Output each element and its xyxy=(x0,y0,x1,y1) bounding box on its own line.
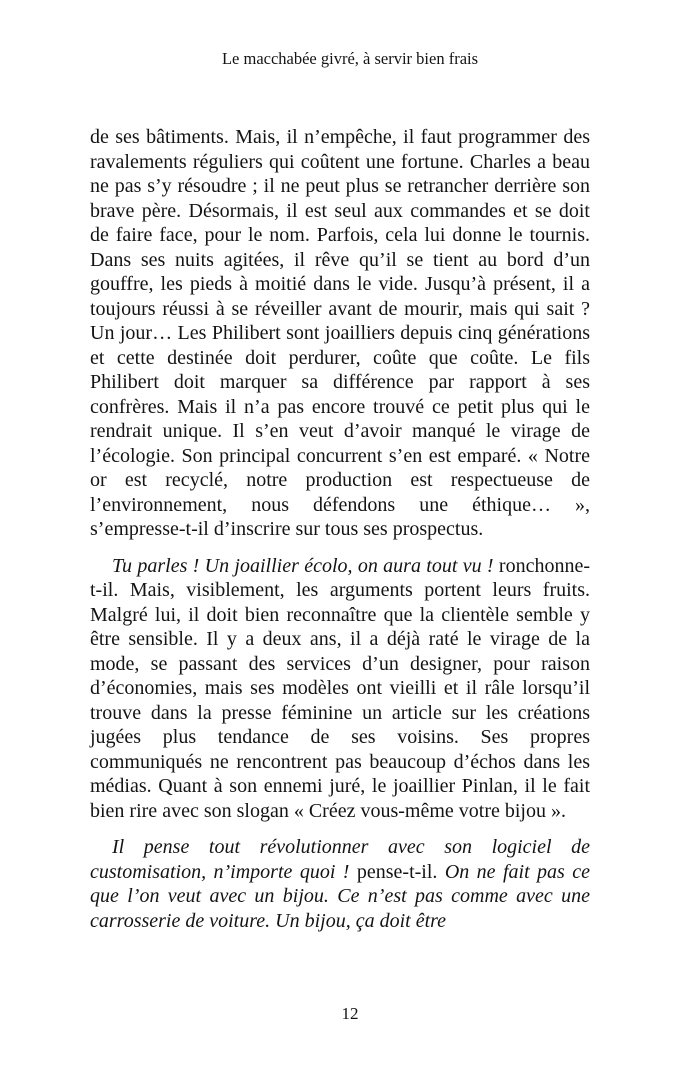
paragraph-2 xyxy=(90,554,590,824)
paragraph-3-italic-lead: Il pense tout révolutionner avec son logiciel de customisation, n’importe quoi ! xyxy=(90,836,590,883)
paragraph-2-text: ronchonne-t-il. Mais, visiblement, les arguments portent leurs fruits. Malgré lui, il doit bien reconnaître que la clientèle semble y être sensible. Il y a deux ans, il a déjà raté le virage de la mode, se passant des services d’un designer, pour raison d’économies, mais ses modèles ont vieilli et il râle lorsqu’il trouve dans la presse féminine un article sur les créations jugées plus tendance de ses voisins. Ses propres communiqués ne rencontrent pas beaucoup d’échos dans les médias. Quant à son ennemi juré, le joaillier Pinlan, il le fait bien rire avec son slogan « Créez vous-même votre bijou ». xyxy=(90,554,590,822)
paragraph-1 xyxy=(90,125,590,542)
body-text xyxy=(90,125,590,933)
paragraph-1-text: de ses bâtiments. Mais, il n’empêche, il faut programmer des ravalements réguliers qui coûtent une fortune. Charles a beau ne pas s’y résoudre ; il ne peut plus se retrancher derrière son brave père. Désormais, il est seul aux commandes et se doit de faire face, pour le nom. Parfois, cela lui donne le tournis. Dans ses nuits agitées, il rêve qu’il se tient au bord d’un gouffre, les pieds à moitié dans le vide. Jusqu’à présent, il a toujours réussi à se réveiller avant de mourir, mais qui sait ? Un jour… Les Philibert sont joailliers depuis cinq générations et cette destinée doit perdurer, coûte que coûte. Le fils Philibert doit marquer sa différence par rapport à ses confrères. Mais il n’a pas encore trouvé ce petit plus qui le rendrait unique. Il s’en veut d’avoir manqué le virage de l’écologie. Son principal concurrent s’en est emparé. « Notre or est recyclé, notre production est respectueuse de l’environnement, nous défendons une éthique… », s’empresse-t-il d’inscrire sur tous ses prospectus. xyxy=(90,126,590,540)
paragraph-3-text: pense-t-il. xyxy=(349,860,445,883)
paragraph-3-italic-tail: On ne fait pas ce que l’on veut avec un bijou. Ce n’est pas comme avec une carrosserie de voiture. Un bijou, ça doit être xyxy=(90,860,590,932)
running-head-title: Le macchabée givré, à servir bien frais xyxy=(221,49,479,68)
page-number: 12 xyxy=(341,1004,359,1023)
paragraph-2-italic-lead: Tu parles ! Un joaillier écolo, on aura tout vu ! xyxy=(112,554,494,577)
paragraph-3 xyxy=(90,835,590,933)
